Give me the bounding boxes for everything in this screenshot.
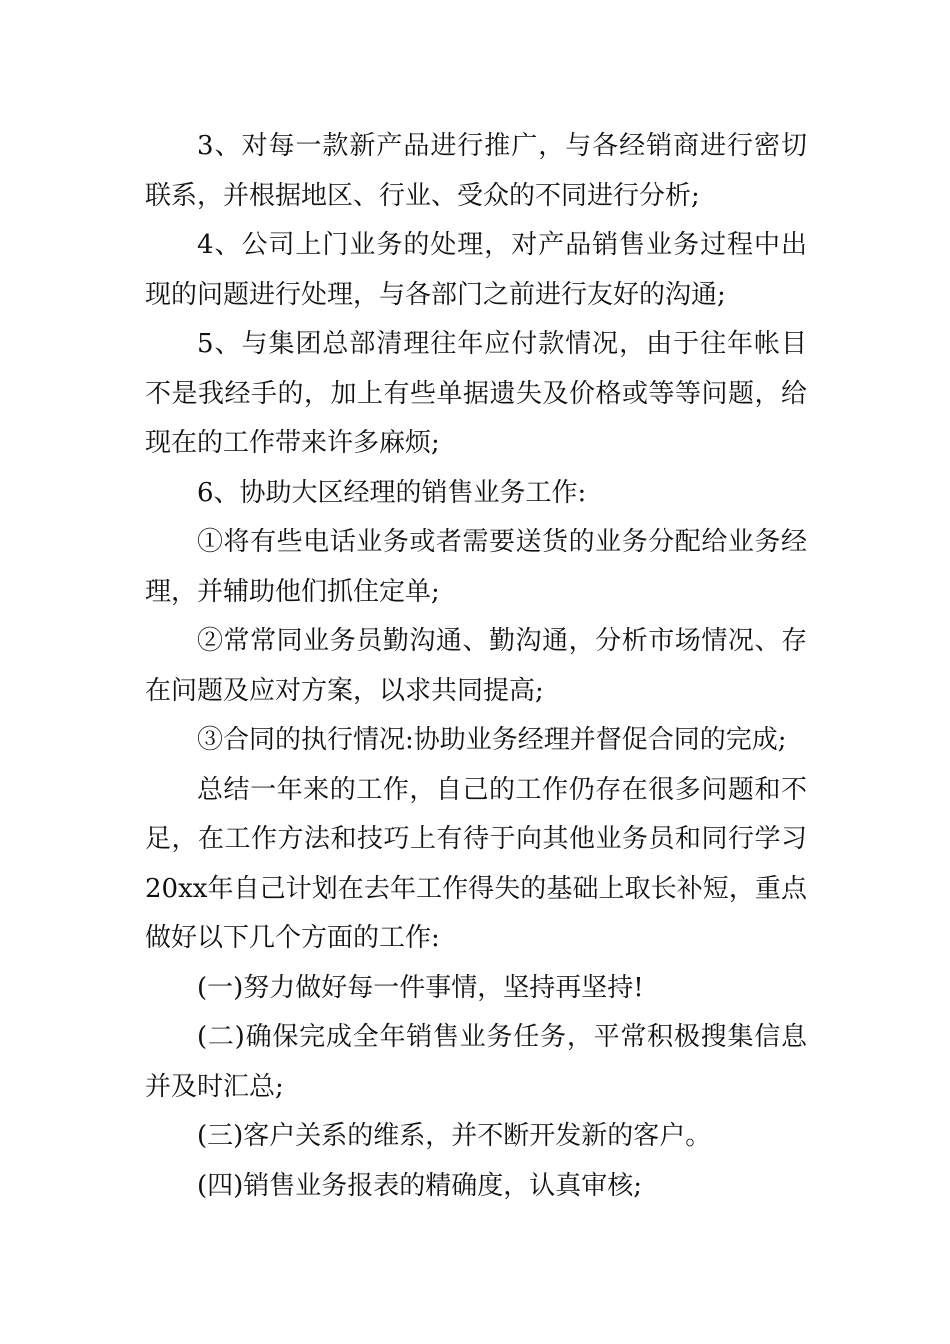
paragraph-subitem-1: ①将有些电话业务或者需要送货的业务分配给业务经理，并辅助他们抓住定单; [145, 527, 807, 607]
paragraph-plan-1: (一)努力做好每一件事情，坚持再坚持! [197, 972, 644, 1003]
paragraph-plan-2: (二)确保完成全年销售业务任务，平常积极搜集信息并及时汇总; [145, 1022, 807, 1102]
paragraph-item-3: 3、对每一款新产品进行推广，与各经销商进行密切联系，并根据地区、行业、受众的不同进行分析; [145, 131, 807, 211]
paragraph-item-4: 4、公司上门业务的处理，对产品销售业务过程中出现的问题进行处理，与各部门之前进行友好的沟通; [145, 230, 807, 310]
document-body [145, 122, 807, 1211]
paragraph-item-6: 6、协助大区经理的销售业务工作: [197, 477, 587, 508]
paragraph-subitem-2: ②常常同业务员勤沟通、勤沟通，分析市场情况、存在问题及应对方案，以求共同提高; [145, 626, 807, 706]
paragraph-plan-4: (四)销售业务报表的精确度，认真审核; [197, 1170, 643, 1201]
paragraph-item-5: 5、与集团总部清理往年应付款情况，由于往年帐目不是我经手的，加上有些单据遗失及价格或等等问题，给现在的工作带来许多麻烦; [145, 329, 807, 458]
paragraph-summary: 总结一年来的工作，自己的工作仍存在很多问题和不足，在工作方法和技巧上有待于向其他业务员和同行学习20xx年自己计划在去年工作得失的基础上取长补短，重点做好以下几个方面的工作: [145, 774, 807, 953]
paragraph-subitem-3: ③合同的执行情况:协助业务经理并督促合同的完成; [197, 725, 787, 755]
paragraph-plan-3: (三)客户关系的维系，并不断开发新的客户。 [197, 1121, 712, 1151]
